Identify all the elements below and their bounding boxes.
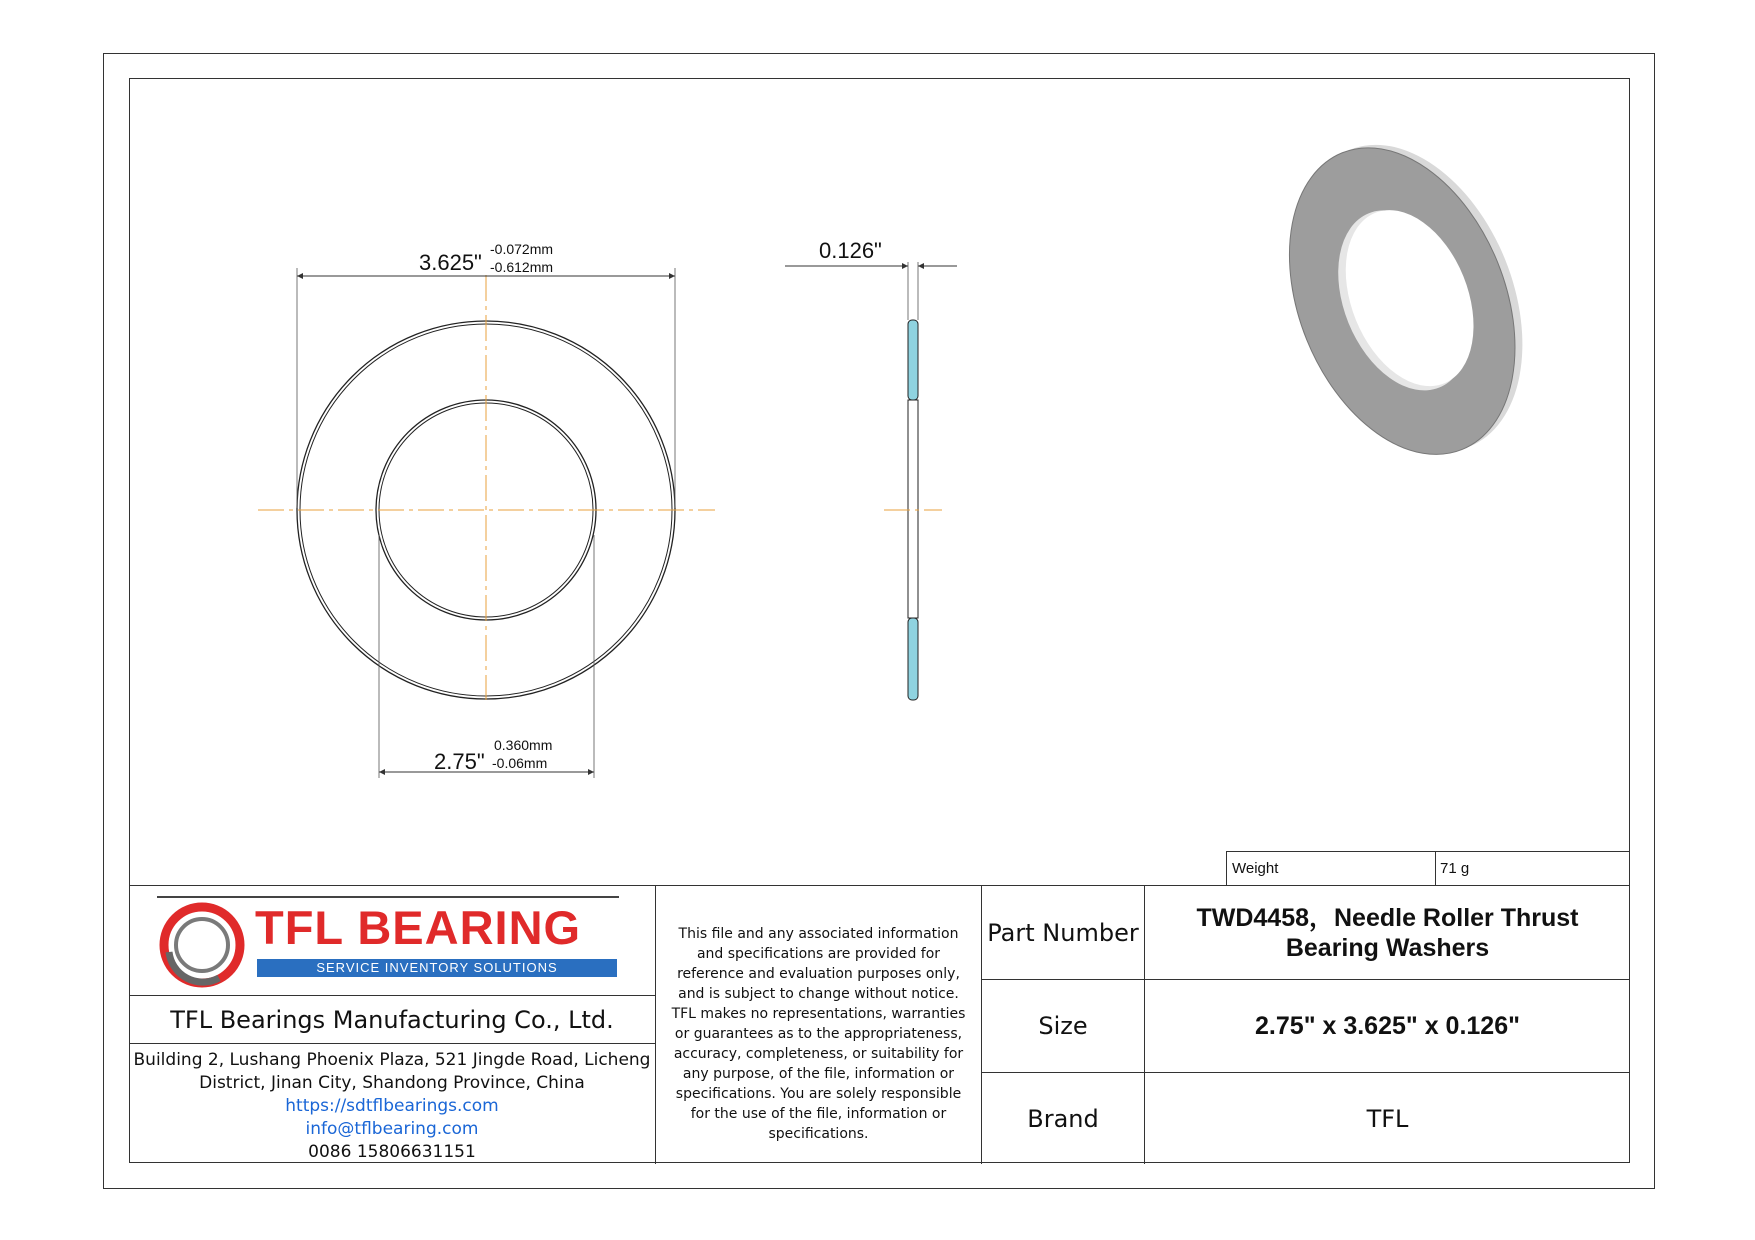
weight-divider [1435,852,1436,885]
brand-value: TFL [1366,1104,1409,1133]
weight-value: 71 g [1440,860,1470,877]
weight-label: Weight [1232,860,1279,877]
logo-ring-icon [159,902,245,988]
size-value: 2.75" x 3.625" x 0.126" [1255,1011,1520,1040]
disclaimer-line: specifications. You are solely responsible [675,1086,962,1102]
address-line-1: Building 2, Lushang Phoenix Plaza, 521 Jingde Road, Licheng [133,1050,651,1070]
disclaimer-line: reference and evaluation purposes only, [677,966,960,982]
disclaimer-line: and specifications are provided for [696,946,941,962]
logo-top-rule [157,896,619,898]
logo-brand-text: TFL BEARING [255,901,582,954]
part-number-label: Part Number [987,918,1139,947]
title-block [129,885,1630,1164]
brand-label: Brand [1027,1104,1099,1133]
disclaimer-line: and is subject to change without notice. [678,986,959,1002]
isometric-washer-image [1247,111,1565,488]
disclaimer-line: specifications. [768,1126,869,1142]
inner-diameter-tol-upper: 0.360mm [494,737,553,753]
divider-company-name [129,1043,655,1044]
disclaimer-line: TFL makes no representations, warranties [671,1006,966,1022]
email-link[interactable]: info@tflbearing.com [305,1119,479,1139]
inner-diameter-value: 2.75" [434,749,485,774]
logo-tagline: SERVICE INVENTORY SOLUTIONS [257,959,617,977]
tfl-logo [157,896,629,988]
disclaimer-line: or guarantees as to the appropriateness, [674,1026,963,1042]
website-link[interactable]: https://sdtflbearings.com [285,1096,499,1116]
disclaimer-line: accuracy, completeness, or suitability for [673,1046,964,1062]
outer-diameter-value: 3.625" [419,250,482,275]
part-number-line-2: Bearing Washers [1285,933,1490,962]
company-name: TFL Bearings Manufacturing Co., Ltd. [170,1005,614,1034]
part-number-line-1: TWD4458，Needle Roller Thrust [1196,903,1579,932]
weight-table [1226,851,1630,886]
thickness-value: 0.126" [819,238,882,263]
side-view [884,320,942,700]
address-line-2: District, Jinan City, Shandong Province, China [199,1073,585,1093]
company-address [129,1049,655,1164]
thickness-dimension [785,262,957,320]
front-view [258,275,715,700]
outer-diameter-tol-lower: -0.612mm [490,259,554,275]
outer-diameter-tol-upper: -0.072mm [490,241,554,257]
part-number-value [1145,886,1630,979]
disclaimer-line: for the use of the file, information or [690,1106,947,1122]
disclaimer-text [656,924,981,1144]
size-label: Size [1038,1012,1088,1040]
disclaimer-line: This file and any associated information [678,926,959,942]
disclaimer-line: any purpose, of the file, information or [682,1066,955,1082]
phone-number: 0086 15806631151 [308,1142,476,1162]
inner-diameter-tol-lower: -0.06mm [492,755,548,771]
